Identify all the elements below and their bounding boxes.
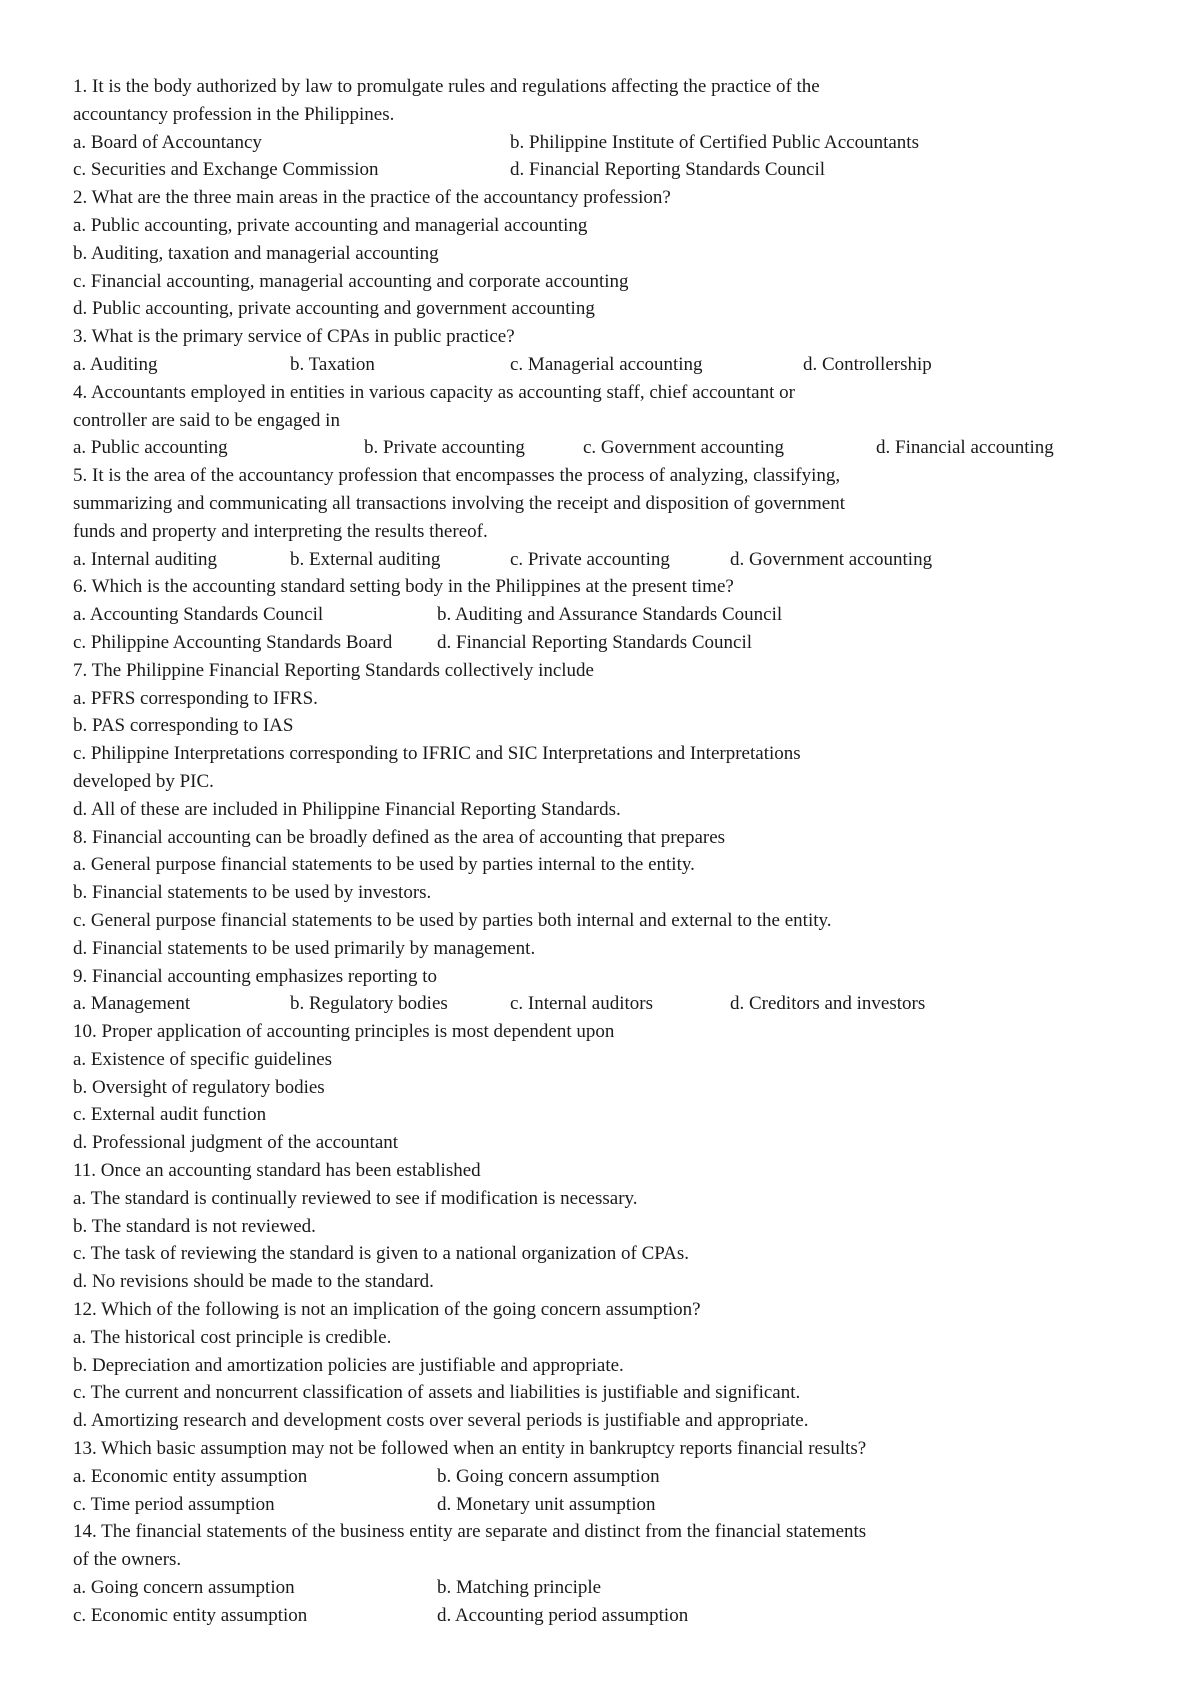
answer-option: d. No revisions should be made to the standard. [73, 1271, 434, 1293]
answer-option: a. The historical cost principle is credible. [73, 1326, 392, 1348]
answer-option: b. Taxation [290, 353, 375, 375]
answer-option: a. Internal auditing [73, 548, 218, 570]
question-1 [73, 73, 1133, 184]
answer-option: b. Depreciation and amortization policies are justifiable and appropriate. [73, 1354, 624, 1376]
option-row [73, 546, 1133, 574]
answer-option: b. External auditing [290, 548, 441, 570]
answer-option: d. Public accounting, private accounting and government accounting [73, 298, 595, 320]
option-row [73, 796, 1133, 824]
option-row [73, 990, 1133, 1018]
option-row [73, 1352, 1133, 1380]
question-8 [73, 824, 1133, 963]
option-row [73, 1185, 1133, 1213]
option-row [73, 1129, 1133, 1157]
question-10 [73, 1018, 1133, 1157]
question-text: 13. Which basic assumption may not be followed when an entity in bankruptcy reports financial results? [73, 1438, 867, 1460]
answer-option: c. Philippine Interpretations corresponding to IFRIC and SIC Interpretations and Interpretations [73, 743, 801, 765]
option-row [73, 1491, 1133, 1519]
question-text: 14. The financial statements of the business entity are separate and distinct from the financial statements [73, 1521, 867, 1543]
answer-option: b. The standard is not reviewed. [73, 1215, 316, 1237]
question-text: of the owners. [73, 1549, 182, 1571]
answer-option: b. Auditing and Assurance Standards Council [437, 604, 783, 626]
option-row [73, 1324, 1133, 1352]
question-text: 11. Once an accounting standard has been established [73, 1160, 481, 1182]
answer-option: c. Private accounting [510, 548, 670, 570]
answer-option: d. Professional judgment of the accountant [73, 1132, 399, 1154]
answer-option: a. General purpose financial statements to be used by parties internal to the entity. [73, 854, 695, 876]
answer-option: c. The current and noncurrent classification of assets and liabilities is justifiable and significant. [73, 1382, 801, 1404]
question-5 [73, 462, 1133, 573]
option-row [73, 907, 1133, 935]
option-row [73, 1074, 1133, 1102]
question-text: funds and property and interpreting the results thereof. [73, 520, 488, 542]
option-row [73, 156, 1133, 184]
option-row [73, 268, 1133, 296]
answer-option: a. Public accounting [73, 437, 228, 459]
option-row [73, 351, 1133, 379]
answer-option: developed by PIC. [73, 770, 214, 792]
question-text: 2. What are the three main areas in the practice of the accountancy profession? [73, 187, 671, 209]
answer-option: a. PFRS corresponding to IFRS. [73, 687, 318, 709]
question-6 [73, 573, 1133, 656]
answer-option: b. Oversight of regulatory bodies [73, 1076, 325, 1098]
answer-option: c. Government accounting [583, 437, 785, 459]
option-row [73, 768, 1133, 796]
question-13 [73, 1435, 1133, 1518]
answer-option: c. Securities and Exchange Commission [73, 159, 379, 181]
option-row [73, 1379, 1133, 1407]
answer-option: c. Internal auditors [510, 993, 653, 1015]
option-row [73, 1574, 1133, 1602]
answer-option: a. Public accounting, private accounting and managerial accounting [73, 214, 588, 236]
option-row [73, 879, 1133, 907]
question-text: accountancy profession in the Philippines. [73, 103, 395, 125]
question-text: 8. Financial accounting can be broadly defined as the area of accounting that prepares [73, 826, 726, 848]
option-row [73, 1407, 1133, 1435]
answer-option: b. PAS corresponding to IAS [73, 715, 294, 737]
option-row [73, 1240, 1133, 1268]
answer-option: c. Financial accounting, managerial accounting and corporate accounting [73, 270, 629, 292]
option-row [73, 712, 1133, 740]
answer-option: d. Controllership [803, 353, 932, 375]
option-row [73, 240, 1133, 268]
answer-option: a. Going concern assumption [73, 1577, 295, 1599]
option-row [73, 1213, 1133, 1241]
answer-option: c. External audit function [73, 1104, 267, 1126]
option-row [73, 629, 1133, 657]
answer-option: c. Time period assumption [73, 1493, 275, 1515]
option-row [73, 851, 1133, 879]
answer-option: a. Existence of specific guidelines [73, 1048, 333, 1070]
option-row [73, 601, 1133, 629]
answer-option: b. Philippine Institute of Certified Public Accountants [510, 131, 919, 153]
question-3 [73, 323, 1133, 379]
answer-option: d. Government accounting [730, 548, 933, 570]
question-9 [73, 963, 1133, 1019]
answer-option: b. Matching principle [437, 1577, 602, 1599]
question-text: 4. Accountants employed in entities in various capacity as accounting staff, chief accountant or [73, 381, 795, 403]
question-text: 12. Which of the following is not an implication of the going concern assumption? [73, 1299, 701, 1321]
answer-option: c. Economic entity assumption [73, 1604, 308, 1626]
answer-option: c. Managerial accounting [510, 353, 703, 375]
option-row [73, 1268, 1133, 1296]
answer-option: b. Financial statements to be used by investors. [73, 882, 432, 904]
answer-option: a. Accounting Standards Council [73, 604, 324, 626]
answer-option: d. Financial Reporting Standards Council [510, 159, 826, 181]
answer-option: a. Auditing [73, 353, 158, 375]
option-row [73, 685, 1133, 713]
answer-option: a. Economic entity assumption [73, 1465, 308, 1487]
answer-option: d. Creditors and investors [730, 993, 926, 1015]
answer-option: c. The task of reviewing the standard is given to a national organization of CPAs. [73, 1243, 689, 1265]
answer-option: d. Monetary unit assumption [437, 1493, 656, 1515]
option-row [73, 740, 1133, 768]
question-text: 5. It is the area of the accountancy profession that encompasses the process of analyzing, classifying, [73, 465, 841, 487]
answer-option: d. Accounting period assumption [437, 1604, 689, 1626]
option-row [73, 295, 1133, 323]
option-row [73, 434, 1133, 462]
question-text: 3. What is the primary service of CPAs in public practice? [73, 326, 515, 348]
question-7 [73, 657, 1133, 824]
question-4 [73, 379, 1133, 462]
question-text: 6. Which is the accounting standard setting body in the Philippines at the present time? [73, 576, 734, 598]
option-row [73, 1463, 1133, 1491]
answer-option: d. Financial accounting [876, 437, 1054, 459]
answer-option: b. Going concern assumption [437, 1465, 660, 1487]
question-text: 7. The Philippine Financial Reporting Standards collectively include [73, 659, 594, 681]
option-row [73, 1101, 1133, 1129]
option-row [73, 935, 1133, 963]
answer-option: d. Amortizing research and development costs over several periods is justifiable and appropriate. [73, 1410, 809, 1432]
answer-option: a. Management [73, 993, 191, 1015]
answer-option: a. Board of Accountancy [73, 131, 262, 153]
question-text: 9. Financial accounting emphasizes reporting to [73, 965, 438, 987]
question-text: summarizing and communicating all transactions involving the receipt and disposition of government [73, 492, 845, 514]
question-12 [73, 1296, 1133, 1435]
question-text: 1. It is the body authorized by law to promulgate rules and regulations affecting the practice of the [73, 76, 820, 97]
question-11 [73, 1157, 1133, 1296]
answer-option: d. Financial statements to be used primarily by management. [73, 937, 536, 959]
answer-option: a. The standard is continually reviewed to see if modification is necessary. [73, 1187, 638, 1209]
answer-option: c. General purpose financial statements to be used by parties both internal and external to the entity. [73, 909, 832, 931]
answer-option: b. Auditing, taxation and managerial accounting [73, 242, 439, 264]
question-text: 10. Proper application of accounting principles is most dependent upon [73, 1021, 615, 1043]
question-14 [73, 1518, 1133, 1629]
option-row [73, 1602, 1133, 1630]
option-row [73, 212, 1133, 240]
answer-option: b. Private accounting [364, 437, 525, 459]
answer-option: b. Regulatory bodies [290, 993, 448, 1015]
question-list [73, 73, 1133, 1630]
answer-option: d. All of these are included in Philippine Financial Reporting Standards. [73, 798, 621, 820]
answer-option: d. Financial Reporting Standards Council [437, 631, 753, 653]
question-text: controller are said to be engaged in [73, 409, 340, 431]
answer-option: c. Philippine Accounting Standards Board [73, 631, 393, 653]
option-row [73, 129, 1133, 157]
option-row [73, 1046, 1133, 1074]
question-2 [73, 184, 1133, 323]
